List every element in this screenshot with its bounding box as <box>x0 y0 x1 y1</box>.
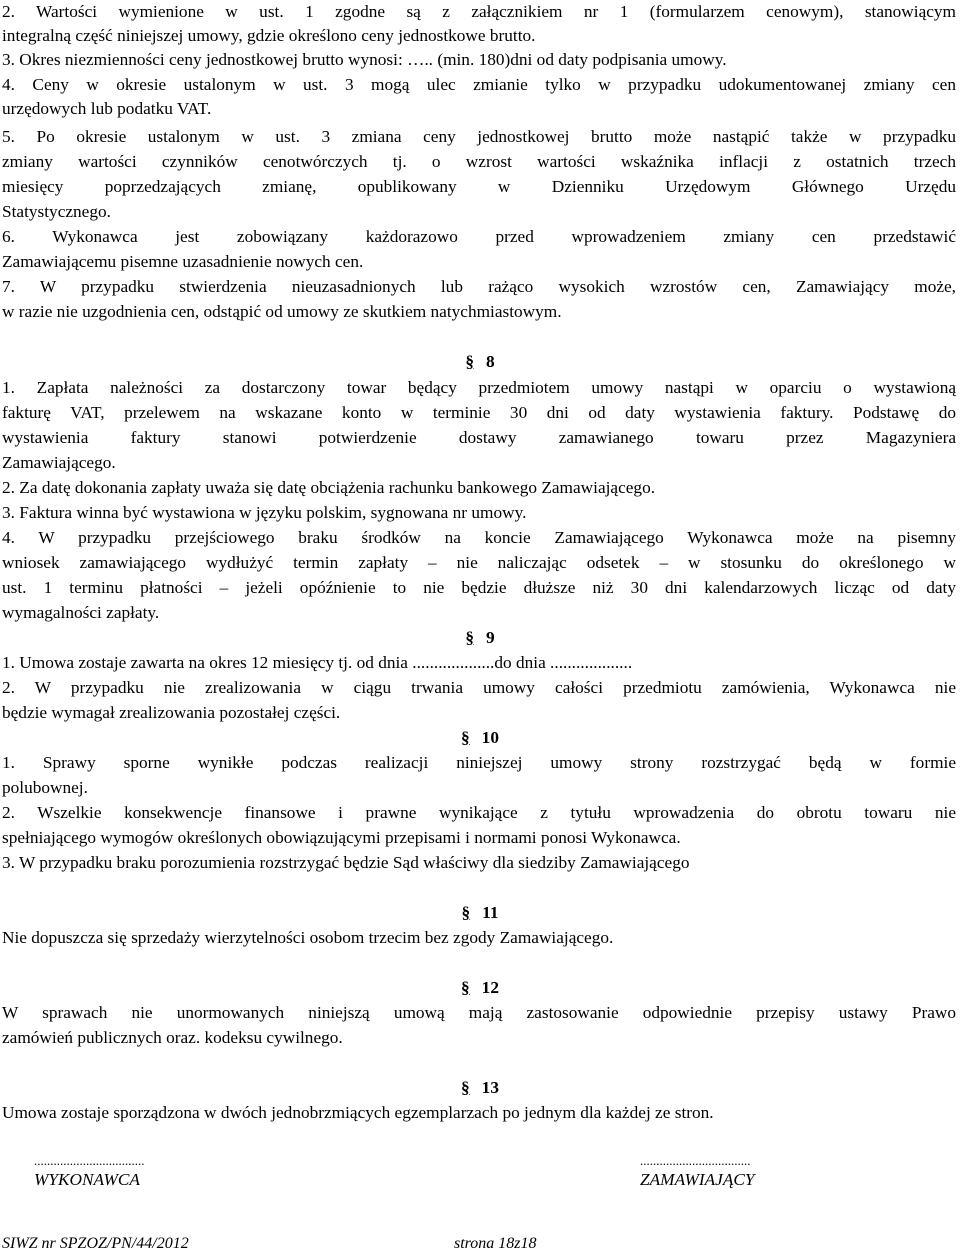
paragraph-line: 2. W przypadku nie zrealizowania w ciągu trwania umowy całości przedmiotu zamówienia, Wykonawca nie <box>2 678 956 697</box>
paragraph-line: urzędowych lub podatku VAT. <box>2 99 212 118</box>
paragraph-line: Zamawiającemu pisemne uzasadnienie nowych cen. <box>2 252 364 271</box>
paragraph-line: Umowa zostaje sporządzona w dwóch jednobrzmiących egzemplarzach po jednym dla każdej ze stron. <box>2 1103 714 1122</box>
footer-page-number: strona 18z18 <box>454 1235 537 1252</box>
ordering-party-signature-line: .................................. <box>640 1153 751 1168</box>
section-heading-13 <box>0 1076 960 1100</box>
paragraph-line: 4. W przypadku przejściowego braku środków na koncie Zamawiającego Wykonawca może na pisemny <box>2 528 956 547</box>
paragraph-line: 5. Po okresie ustalonym w ust. 3 zmiana ceny jednostkowej brutto może nastąpić także w przypadku <box>2 127 956 146</box>
paragraph-line: W sprawach nie unormowanych niniejszą umową mają zastosowanie odpowiednie przepisy ustawy Prawo <box>2 1003 956 1022</box>
paragraph-line: fakturę VAT, przelewem na wskazane konto w terminie 30 dni od daty wystawienia faktury. Podstawę do <box>2 403 956 422</box>
contractor-signature-line: .................................. <box>34 1153 145 1168</box>
paragraph-symbol: § <box>465 628 474 647</box>
paragraph-line: 4. Ceny w okresie ustalonym w ust. 3 mogą ulec zmianie tylko w przypadku udokumentowanej zmiany cen <box>2 75 956 94</box>
paragraph-line: spełniającego wymogów określonych obowiązującymi przepisami i normami ponosi Wykonawca. <box>2 828 681 847</box>
paragraph-line: zamówień publicznych oraz. kodeksu cywilnego. <box>2 1028 343 1047</box>
paragraph-line: 3. W przypadku braku porozumienia rozstrzygać będzie Sąd właściwy dla siedziby Zamawiającego <box>2 853 690 872</box>
paragraph-line: w razie nie uzgodnienia cen, odstąpić od umowy ze skutkiem natychmiastowym. <box>2 302 562 321</box>
paragraph-line: 1. Umowa zostaje zawarta na okres 12 miesięcy tj. od dnia ...................do dnia ................... <box>2 653 633 672</box>
contractor-label: WYKONAWCA <box>34 1170 140 1189</box>
paragraph-symbol: § <box>461 728 470 747</box>
section-heading-11 <box>0 901 960 925</box>
paragraph-symbol: § <box>465 352 474 371</box>
paragraph-line: miesięcy poprzedzających zmianę, opublikowany w Dzienniku Urzędowym Głównego Urzędu <box>2 177 956 196</box>
paragraph-line: wymagalności zapłaty. <box>2 603 160 622</box>
paragraph-line: zmiany wartości czynników cenotwórczych tj. o wzrost wartości wskaźnika inflacji z ostatnich trzech <box>2 152 956 171</box>
paragraph-line: będzie wymagał zrealizowania pozostałej części. <box>2 703 341 722</box>
section-number: 10 <box>481 728 499 747</box>
paragraph-line: Statystycznego. <box>2 202 111 221</box>
paragraph-line: 7. W przypadku stwierdzenia nieuzasadnionych lub rażąco wysokich wzrostów cen, Zamawiający może, <box>2 277 956 296</box>
paragraph-line: wniosek zamawiającego wydłużyć termin zapłaty – nie naliczając odsetek – w stosunku do określonego w <box>2 553 956 572</box>
paragraph-line: 6. Wykonawca jest zobowiązany każdorazowo przed wprowadzeniem zmiany cen przedstawić <box>2 227 956 246</box>
paragraph-line: Nie dopuszcza się sprzedaży wierzytelności osobom trzecim bez zgody Zamawiającego. <box>2 928 614 947</box>
paragraph-line: 3. Okres niezmienności ceny jednostkowej brutto wynosi: ….. (min. 180)dni od daty podpisania umowy. <box>2 50 727 69</box>
paragraph-line: polubownej. <box>2 778 88 797</box>
paragraph-symbol: § <box>461 978 470 997</box>
paragraph-line: 1. Zapłata należności za dostarczony towar będący przedmiotem umowy nastąpi w oparciu o wystawioną <box>2 378 956 397</box>
section-heading-12 <box>0 976 960 1000</box>
paragraph-line: integralną część niniejszej umowy, gdzie określono ceny jednostkowe brutto. <box>2 26 536 45</box>
paragraph-line: 2. Za datę dokonania zapłaty uważa się datę obciążenia rachunku bankowego Zamawiającego. <box>2 478 656 497</box>
paragraph-line: 1. Sprawy sporne wynikłe podczas realizacji niniejszej umowy strony rozstrzygać będą w formie <box>2 753 956 772</box>
section-number: 11 <box>482 903 499 922</box>
ordering-party-label: ZAMAWIAJĄCY <box>640 1170 755 1189</box>
section-number: 12 <box>481 978 499 997</box>
paragraph-symbol: § <box>461 903 471 922</box>
section-heading-9 <box>0 626 960 650</box>
paragraph-line: ust. 1 terminu płatności – jeżeli opóźnienie to nie będzie dłuższe niż 30 dni kalendarzowych licząc od daty <box>2 578 956 597</box>
section-number: 9 <box>486 628 495 647</box>
section-heading-10 <box>0 726 960 750</box>
section-heading-8 <box>0 350 960 374</box>
paragraph-line: 2. Wszelkie konsekwencje finansowe i prawne wynikające z tytułu wprowadzenia do obrotu towaru nie <box>2 803 956 822</box>
paragraph-line: 3. Faktura winna być wystawiona w języku polskim, sygnowana nr umowy. <box>2 503 527 522</box>
footer-reference: SIWZ nr SPZOZ/PN/44/2012 <box>2 1235 189 1252</box>
paragraph-line: wystawienia faktury stanowi potwierdzenie dostawy zamawianego towaru przez Magazyniera <box>2 428 956 447</box>
paragraph-symbol: § <box>461 1078 470 1097</box>
paragraph-line: Zamawiającego. <box>2 453 116 472</box>
section-number: 13 <box>481 1078 499 1097</box>
paragraph-line: 2. Wartości wymienione w ust. 1 zgodne są z załącznikiem nr 1 (formularzem cenowym), stanowiącym <box>2 2 956 21</box>
section-number: 8 <box>486 352 495 371</box>
